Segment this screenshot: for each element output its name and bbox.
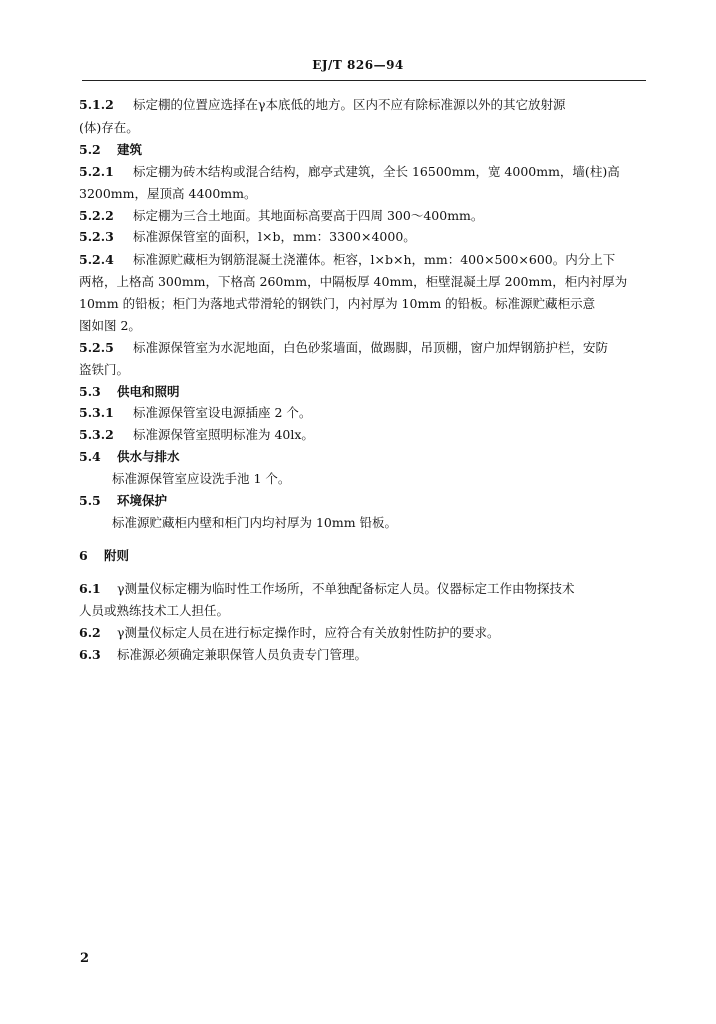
line-continuation xyxy=(79,320,141,333)
clause-text: 人员或熟练技术工人担任。 xyxy=(79,603,230,618)
clause-text: 10mm 的铅板；柜门为落地式带滑轮的钢铁门，内衬厚为 10mm 的铅板。标准源贮藏柜示意 xyxy=(79,296,596,311)
section-heading-5-2 xyxy=(79,144,142,157)
clause-number: 5.2.2 xyxy=(79,208,114,223)
section-number: 5.5 xyxy=(79,493,101,508)
line-5-2-1 xyxy=(79,166,620,179)
section-number: 5.3 xyxy=(79,384,101,399)
clause-number: 6.2 xyxy=(79,625,101,640)
clause-text: 标准源保管室为水泥地面，白色砂浆墙面，做踢脚，吊顶棚，窗户加焊钢筋护栏，安防 xyxy=(133,340,609,355)
header-rule xyxy=(82,80,646,81)
line-continuation xyxy=(79,298,595,311)
section-number: 5.2 xyxy=(79,142,101,157)
section-heading-5-3 xyxy=(79,386,180,399)
clause-number: 6.1 xyxy=(79,581,101,596)
clause-text: 标准源保管室照明标准为 40lx。 xyxy=(133,427,314,442)
section-heading-5-5 xyxy=(79,495,167,508)
clause-number: 6.3 xyxy=(79,647,101,662)
clause-text: 两格，上格高 300mm，下格高 260mm，中隔板厚 40mm，柜壁混凝土厚 200mm，柜内衬厚为 xyxy=(79,274,628,289)
clause-number: 5.3.2 xyxy=(79,427,114,442)
clause-number: 5.2.1 xyxy=(79,164,114,179)
line-5-2-5 xyxy=(79,342,608,355)
section-title: 供电和照明 xyxy=(117,384,180,399)
section-title: 供水与排水 xyxy=(117,449,180,464)
line-continuation xyxy=(79,364,129,377)
clause-number: 5.3.1 xyxy=(79,405,114,420)
clause-text: γ测量仪标定人员在进行标定操作时，应符合有关放射性防护的要求。 xyxy=(117,625,500,640)
section-title: 建筑 xyxy=(117,142,143,157)
clause-number: 5.1.2 xyxy=(79,97,114,112)
line-5-2-3 xyxy=(79,231,416,244)
section-number: 6 xyxy=(79,548,88,563)
clause-text: 图如图 2。 xyxy=(79,318,141,333)
line-6-2 xyxy=(79,627,499,640)
section-title: 附则 xyxy=(104,548,130,563)
line-continuation xyxy=(79,605,229,618)
clause-text: γ测量仪标定棚为临时性工作场所，不单独配备标定人员。仪器标定工作由物探技术 xyxy=(117,581,575,596)
clause-number: 5.2.4 xyxy=(79,252,114,267)
line-indented xyxy=(112,517,397,530)
line-continuation xyxy=(79,276,627,289)
clause-text: 标准源贮藏柜为钢筋混凝土浇灌体。柜容，l×b×h，mm：400×500×600。内分上下 xyxy=(133,252,616,267)
section-number: 5.4 xyxy=(79,449,101,464)
line-5-3-1 xyxy=(79,407,311,420)
line-5-1-2 xyxy=(79,99,565,112)
section-heading-6 xyxy=(79,550,129,563)
document-code-header: EJ/T 826—94 xyxy=(312,58,404,72)
line-5-2-4 xyxy=(79,254,615,267)
clause-text: 标准源必须确定兼职保管人员负责专门管理。 xyxy=(117,647,368,662)
clause-text: 标定棚为砖木结构或混合结构，廊亭式建筑，全长 16500mm，宽 4000mm，墙(柱)高 xyxy=(133,164,620,179)
clause-text: 标定棚为三合土地面。其地面标高要高于四周 300～400mm。 xyxy=(133,208,484,223)
line-indented xyxy=(112,473,290,486)
line-6-3 xyxy=(79,649,367,662)
clause-number: 5.2.3 xyxy=(79,229,114,244)
clause-text: 标准源保管室的面积，l×b，mm：3300×4000。 xyxy=(133,229,416,244)
clause-text: 3200mm，屋顶高 4400mm。 xyxy=(79,186,257,201)
clause-text: 标准源贮藏柜内壁和柜门内均衬厚为 10mm 铅板。 xyxy=(112,515,398,530)
clause-text: 标定棚的位置应选择在γ本底低的地方。区内不应有除标准源以外的其它放射源 xyxy=(133,97,566,112)
line-continuation xyxy=(79,188,257,201)
clause-text: 标准源保管室设电源插座 2 个。 xyxy=(133,405,312,420)
clause-number: 5.2.5 xyxy=(79,340,114,355)
page-number: 2 xyxy=(80,951,90,966)
line-6-1 xyxy=(79,583,574,596)
clause-text: 标准源保管室应设洗手池 1 个。 xyxy=(112,471,291,486)
line-continuation xyxy=(79,122,139,135)
section-title: 环境保护 xyxy=(117,493,168,508)
line-5-2-2 xyxy=(79,210,483,223)
clause-text: (体)存在。 xyxy=(79,120,139,135)
line-5-3-2 xyxy=(79,429,314,442)
clause-text: 盗铁门。 xyxy=(79,362,130,377)
section-heading-5-4 xyxy=(79,451,180,464)
